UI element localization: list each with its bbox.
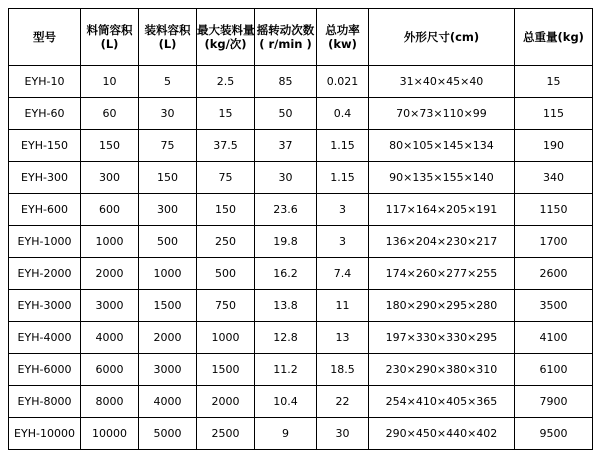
cell-dimensions: 70×73×110×99 <box>369 98 515 130</box>
cell-max-load: 250 <box>197 226 255 258</box>
header-row <box>9 9 593 66</box>
cell-rotation-speed: 9 <box>255 418 317 450</box>
header-line-1: 总重量(kg) <box>523 29 584 44</box>
cell-total-weight: 3500 <box>515 290 593 322</box>
cell-total-weight: 340 <box>515 162 593 194</box>
cell-max-load: 1500 <box>197 354 255 386</box>
cell-dimensions: 136×204×230×217 <box>369 226 515 258</box>
cell-total-power: 1.15 <box>317 162 369 194</box>
table-row <box>9 66 593 98</box>
cell-total-weight: 1700 <box>515 226 593 258</box>
cell-total-power: 22 <box>317 386 369 418</box>
cell-model: EYH-10 <box>9 66 81 98</box>
table-row <box>9 194 593 226</box>
cell-model: EYH-2000 <box>9 258 81 290</box>
header-line-1: 总功率 <box>325 22 360 37</box>
cell-barrel-volume: 10 <box>81 66 139 98</box>
header-line-2: (L) <box>100 37 119 51</box>
table-row <box>9 418 593 450</box>
cell-rotation-speed: 23.6 <box>255 194 317 226</box>
cell-rotation-speed: 13.8 <box>255 290 317 322</box>
header-line-2: (kg/次) <box>204 37 247 51</box>
header-cell-dimensions <box>369 9 515 66</box>
cell-total-power: 1.15 <box>317 130 369 162</box>
cell-model: EYH-10000 <box>9 418 81 450</box>
cell-total-weight: 1150 <box>515 194 593 226</box>
cell-total-weight: 190 <box>515 130 593 162</box>
header-cell-total-power <box>317 9 369 66</box>
cell-max-load: 75 <box>197 162 255 194</box>
cell-rotation-speed: 10.4 <box>255 386 317 418</box>
cell-barrel-volume: 8000 <box>81 386 139 418</box>
cell-loading-volume: 1500 <box>139 290 197 322</box>
cell-rotation-speed: 11.2 <box>255 354 317 386</box>
cell-dimensions: 197×330×330×295 <box>369 322 515 354</box>
cell-loading-volume: 4000 <box>139 386 197 418</box>
header-line-1: 摇转动次数 <box>256 22 315 37</box>
header-line-2: (L) <box>158 37 177 51</box>
cell-barrel-volume: 600 <box>81 194 139 226</box>
cell-max-load: 37.5 <box>197 130 255 162</box>
cell-total-power: 3 <box>317 226 369 258</box>
cell-dimensions: 90×135×155×140 <box>369 162 515 194</box>
cell-model: EYH-60 <box>9 98 81 130</box>
cell-total-power: 13 <box>317 322 369 354</box>
cell-barrel-volume: 10000 <box>81 418 139 450</box>
cell-barrel-volume: 150 <box>81 130 139 162</box>
cell-barrel-volume: 60 <box>81 98 139 130</box>
cell-max-load: 750 <box>197 290 255 322</box>
table-row <box>9 322 593 354</box>
cell-barrel-volume: 1000 <box>81 226 139 258</box>
cell-dimensions: 230×290×380×310 <box>369 354 515 386</box>
table-row <box>9 130 593 162</box>
header-line-1: 料筒容积 <box>86 22 133 37</box>
cell-rotation-speed: 12.8 <box>255 322 317 354</box>
cell-total-weight: 15 <box>515 66 593 98</box>
table-header <box>9 9 593 66</box>
cell-dimensions: 290×450×440×402 <box>369 418 515 450</box>
cell-rotation-speed: 50 <box>255 98 317 130</box>
cell-total-weight: 6100 <box>515 354 593 386</box>
cell-model: EYH-3000 <box>9 290 81 322</box>
cell-model: EYH-1000 <box>9 226 81 258</box>
cell-rotation-speed: 85 <box>255 66 317 98</box>
cell-dimensions: 80×105×145×134 <box>369 130 515 162</box>
header-line-1: 型号 <box>33 29 56 44</box>
cell-barrel-volume: 4000 <box>81 322 139 354</box>
table-row <box>9 354 593 386</box>
cell-barrel-volume: 2000 <box>81 258 139 290</box>
header-cell-max-load <box>197 9 255 66</box>
cell-max-load: 150 <box>197 194 255 226</box>
cell-loading-volume: 75 <box>139 130 197 162</box>
cell-dimensions: 174×260×277×255 <box>369 258 515 290</box>
cell-loading-volume: 30 <box>139 98 197 130</box>
cell-total-power: 0.021 <box>317 66 369 98</box>
cell-total-weight: 4100 <box>515 322 593 354</box>
header-line-1: 最大装料量 <box>197 22 255 37</box>
cell-dimensions: 31×40×45×40 <box>369 66 515 98</box>
table-body <box>9 66 593 450</box>
cell-total-power: 30 <box>317 418 369 450</box>
table-row <box>9 226 593 258</box>
cell-rotation-speed: 16.2 <box>255 258 317 290</box>
header-line-2: (kw) <box>328 37 357 51</box>
table-row <box>9 98 593 130</box>
cell-loading-volume: 2000 <box>139 322 197 354</box>
header-cell-barrel-volume <box>81 9 139 66</box>
cell-total-power: 0.4 <box>317 98 369 130</box>
cell-loading-volume: 5 <box>139 66 197 98</box>
table-row <box>9 258 593 290</box>
cell-loading-volume: 150 <box>139 162 197 194</box>
header-cell-rotation-speed <box>255 9 317 66</box>
cell-barrel-volume: 3000 <box>81 290 139 322</box>
cell-dimensions: 254×410×405×365 <box>369 386 515 418</box>
cell-loading-volume: 5000 <box>139 418 197 450</box>
cell-barrel-volume: 300 <box>81 162 139 194</box>
cell-model: EYH-600 <box>9 194 81 226</box>
cell-loading-volume: 1000 <box>139 258 197 290</box>
header-cell-total-weight <box>515 9 593 66</box>
cell-total-weight: 115 <box>515 98 593 130</box>
cell-model: EYH-4000 <box>9 322 81 354</box>
cell-total-power: 7.4 <box>317 258 369 290</box>
header-cell-loading-volume <box>139 9 197 66</box>
cell-loading-volume: 300 <box>139 194 197 226</box>
cell-max-load: 2500 <box>197 418 255 450</box>
cell-dimensions: 117×164×205×191 <box>369 194 515 226</box>
cell-max-load: 2000 <box>197 386 255 418</box>
cell-model: EYH-8000 <box>9 386 81 418</box>
cell-loading-volume: 500 <box>139 226 197 258</box>
cell-max-load: 15 <box>197 98 255 130</box>
header-line-1: 外形尺寸(cm) <box>403 29 480 44</box>
cell-total-power: 18.5 <box>317 354 369 386</box>
header-line-2: ( r/min ) <box>259 37 312 51</box>
table-row <box>9 290 593 322</box>
header-line-1: 装料容积 <box>144 22 191 37</box>
header-cell-model <box>9 9 81 66</box>
cell-max-load: 2.5 <box>197 66 255 98</box>
cell-max-load: 500 <box>197 258 255 290</box>
cell-dimensions: 180×290×295×280 <box>369 290 515 322</box>
cell-model: EYH-150 <box>9 130 81 162</box>
cell-barrel-volume: 6000 <box>81 354 139 386</box>
cell-total-weight: 9500 <box>515 418 593 450</box>
cell-loading-volume: 3000 <box>139 354 197 386</box>
cell-rotation-speed: 37 <box>255 130 317 162</box>
cell-max-load: 1000 <box>197 322 255 354</box>
cell-total-weight: 2600 <box>515 258 593 290</box>
cell-rotation-speed: 30 <box>255 162 317 194</box>
cell-total-power: 11 <box>317 290 369 322</box>
cell-rotation-speed: 19.8 <box>255 226 317 258</box>
cell-total-power: 3 <box>317 194 369 226</box>
cell-total-weight: 7900 <box>515 386 593 418</box>
table-row <box>9 162 593 194</box>
specification-table <box>8 8 593 450</box>
table-row <box>9 386 593 418</box>
cell-model: EYH-6000 <box>9 354 81 386</box>
cell-model: EYH-300 <box>9 162 81 194</box>
